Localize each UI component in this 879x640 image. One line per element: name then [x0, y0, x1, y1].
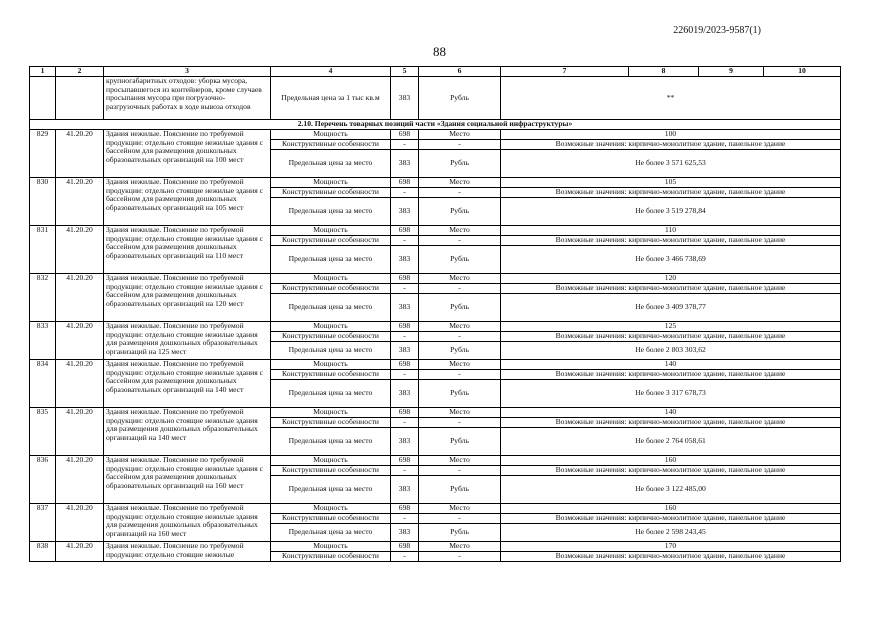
capacity-value: 140: [501, 408, 841, 418]
okei-code: 383: [391, 246, 419, 274]
item-name: Здания нежилые. Пояснение по требуемой продукции: отдельно стоящие нежилые здания для размещения дошкольных образовательных организаций на 140 мест: [104, 408, 271, 456]
characteristic: Конструктивные особенности: [271, 514, 391, 524]
row-number: 838: [30, 542, 56, 562]
unit: Рубль: [419, 342, 501, 360]
characteristic: Конструктивные особенности: [271, 140, 391, 150]
column-header: 6: [419, 67, 501, 77]
item-name: крупногабаритных отходов: уборка мусора, просыпавшегося из контейнеров, кроме случаев просыпания мусора при погрузочно-разгрузочных работах в ходе вывоза отходов: [104, 77, 271, 120]
column-header: 4: [271, 67, 391, 77]
column-header: 10: [764, 67, 841, 77]
capacity-value: 100: [501, 130, 841, 140]
item-name: Здания нежилые. Пояснение по требуемой продукции: отдельно стоящие нежилые здания для размещения дошкольных образовательных организаций на 125 мест: [104, 322, 271, 360]
characteristic: Предельная цена за место: [271, 294, 391, 322]
okei-code: -: [391, 284, 419, 294]
unit: -: [419, 466, 501, 476]
unit: -: [419, 188, 501, 198]
unit: Рубль: [419, 198, 501, 226]
item-name: Здания нежилые. Пояснение по требуемой продукции: отдельно стоящие нежилые здания с бассейном для размещения дошкольных образовательных организаций на 110 мест: [104, 226, 271, 274]
characteristic: Предельная цена за место: [271, 524, 391, 542]
characteristic: Мощность: [271, 408, 391, 418]
row-number: 835: [30, 408, 56, 456]
okei-code: 698: [391, 178, 419, 188]
unit: Место: [419, 360, 501, 370]
unit: Рубль: [419, 428, 501, 456]
okei-code: -: [391, 332, 419, 342]
okei-code: -: [391, 514, 419, 524]
characteristic: Предельная цена за место: [271, 342, 391, 360]
okei-code: 698: [391, 360, 419, 370]
row-number: 832: [30, 274, 56, 322]
capacity-value: 170: [501, 542, 841, 552]
okei-code: 383: [391, 428, 419, 456]
okei-code: -: [391, 418, 419, 428]
characteristic: Конструктивные особенности: [271, 466, 391, 476]
table-row: [30, 178, 841, 188]
unit: -: [419, 332, 501, 342]
okei-code: 698: [391, 504, 419, 514]
column-header: 5: [391, 67, 419, 77]
price-value: Не более 3 571 625,53: [501, 150, 841, 178]
characteristic: Конструктивные особенности: [271, 332, 391, 342]
characteristic: Предельная цена за 1 тыс кв.м: [271, 77, 391, 120]
document-number: 226019/2023-9587(1): [673, 25, 761, 36]
table-row: [30, 408, 841, 418]
unit: -: [419, 418, 501, 428]
unit: -: [419, 370, 501, 380]
row-number: 829: [30, 130, 56, 178]
okpd-code: 41.20.20: [56, 322, 104, 360]
okei-code: -: [391, 466, 419, 476]
okei-code: 698: [391, 456, 419, 466]
unit: -: [419, 284, 501, 294]
unit: Рубль: [419, 294, 501, 322]
okei-code: 698: [391, 408, 419, 418]
okpd-code: 41.20.20: [56, 274, 104, 322]
unit: Место: [419, 178, 501, 188]
unit: Рубль: [419, 524, 501, 542]
unit: -: [419, 514, 501, 524]
okei-code: 383: [391, 524, 419, 542]
okei-code: 383: [391, 77, 419, 120]
unit: Место: [419, 322, 501, 332]
okei-code: -: [391, 188, 419, 198]
item-name: Здания нежилые. Пояснение по требуемой продукции: отдельно стоящие нежилые здания с бассейном для размещения дошкольных образовательных организаций на 120 мест: [104, 274, 271, 322]
column-header: 8: [629, 67, 699, 77]
okpd-code: 41.20.20: [56, 408, 104, 456]
construct-value: Возможные значения: кирпично-монолитное здание, панельное здание: [501, 140, 841, 150]
price-value: Не более 2 764 058,61: [501, 428, 841, 456]
characteristic: Мощность: [271, 322, 391, 332]
characteristic: Конструктивные особенности: [271, 370, 391, 380]
okei-code: 698: [391, 226, 419, 236]
table-row: [30, 226, 841, 236]
unit: -: [419, 236, 501, 246]
okei-code: 383: [391, 380, 419, 408]
column-header: 7: [501, 67, 629, 77]
okpd-code: 41.20.20: [56, 226, 104, 274]
table-row: [30, 130, 841, 140]
okei-code: 383: [391, 342, 419, 360]
construct-value: Возможные значения: кирпично-монолитное здание, панельное здание: [501, 332, 841, 342]
capacity-value: 110: [501, 226, 841, 236]
unit: Место: [419, 504, 501, 514]
unit: Место: [419, 456, 501, 466]
characteristic: Мощность: [271, 178, 391, 188]
price-value: Не более 2 598 243,45: [501, 524, 841, 542]
unit: Место: [419, 226, 501, 236]
unit: Место: [419, 408, 501, 418]
price-value: Не более 3 466 738,69: [501, 246, 841, 274]
characteristic: Конструктивные особенности: [271, 236, 391, 246]
section-title-row: [30, 120, 841, 130]
okei-code: -: [391, 236, 419, 246]
characteristic: Конструктивные особенности: [271, 188, 391, 198]
okpd-code: 41.20.20: [56, 178, 104, 226]
characteristic: Предельная цена за место: [271, 198, 391, 226]
okpd-code: 41.20.20: [56, 130, 104, 178]
price-value: Не более 3 519 278,84: [501, 198, 841, 226]
table-row: [30, 542, 841, 552]
price-value: Не более 3 409 378,77: [501, 294, 841, 322]
characteristic: Предельная цена за место: [271, 428, 391, 456]
characteristic: Мощность: [271, 226, 391, 236]
characteristic: Мощность: [271, 274, 391, 284]
unit: Рубль: [419, 77, 501, 120]
table-row: [30, 322, 841, 332]
construct-value: Возможные значения: кирпично-монолитное здание, панельное здание: [501, 284, 841, 294]
row-number: 837: [30, 504, 56, 542]
construct-value: Возможные значения: кирпично-монолитное здание, панельное здание: [501, 418, 841, 428]
characteristic: Конструктивные особенности: [271, 284, 391, 294]
characteristic: Конструктивные особенности: [271, 418, 391, 428]
price-value: Не более 3 122 485,00: [501, 476, 841, 504]
construct-value: Возможные значения: кирпично-монолитное здание, панельное здание: [501, 188, 841, 198]
okpd-code: 41.20.20: [56, 542, 104, 562]
okpd-code: 41.20.20: [56, 360, 104, 408]
capacity-value: 160: [501, 504, 841, 514]
row-number: 833: [30, 322, 56, 360]
characteristic-value: **: [501, 77, 841, 120]
row-number: 830: [30, 178, 56, 226]
price-value: Не более 3 317 678,73: [501, 380, 841, 408]
column-header-row: [30, 67, 841, 77]
characteristic: Мощность: [271, 360, 391, 370]
okei-code: 383: [391, 198, 419, 226]
construct-value: Возможные значения: кирпично-монолитное здание, панельное здание: [501, 466, 841, 476]
table-row: [30, 504, 841, 514]
okei-code: 698: [391, 322, 419, 332]
table-row: [30, 456, 841, 466]
row-number: 836: [30, 456, 56, 504]
unit: Место: [419, 130, 501, 140]
item-name: Здания нежилые. Пояснение по требуемой продукции: отдельно стоящие нежилые: [104, 542, 271, 562]
capacity-value: 125: [501, 322, 841, 332]
unit: Рубль: [419, 380, 501, 408]
construct-value: Возможные значения: кирпично-монолитное здание, панельное здание: [501, 514, 841, 524]
unit: Место: [419, 542, 501, 552]
construct-value: Возможные значения: кирпично-монолитное здание, панельное здание: [501, 236, 841, 246]
column-header: 9: [699, 67, 764, 77]
unit: -: [419, 552, 501, 562]
characteristic: Мощность: [271, 504, 391, 514]
column-header: 3: [104, 67, 271, 77]
okei-code: 383: [391, 150, 419, 178]
column-header: 1: [30, 67, 56, 77]
item-name: Здания нежилые. Пояснение по требуемой продукции: отдельно стоящие нежилые здания для размещения дошкольных образовательных организаций на 160 мест: [104, 504, 271, 542]
characteristic: Конструктивные особенности: [271, 552, 391, 562]
unit: Рубль: [419, 246, 501, 274]
okpd-code: 41.20.20: [56, 456, 104, 504]
table-row: [30, 274, 841, 284]
okei-code: -: [391, 140, 419, 150]
item-name: Здания нежилые. Пояснение по требуемой продукции: отдельно стоящие нежилые здания с бассейном для размещения дошкольных образовательных организаций на 140 мест: [104, 360, 271, 408]
item-name: Здания нежилые. Пояснение по требуемой продукции: отдельно стоящие нежилые здания с бассейном для размещения дошкольных образовательных организаций на 100 мест: [104, 130, 271, 178]
okei-code: 383: [391, 294, 419, 322]
item-name: Здания нежилые. Пояснение по требуемой продукции: отдельно стоящие нежилые здания с бассейном для размещения дошкольных образовательных организаций на 160 мест: [104, 456, 271, 504]
okei-code: 383: [391, 476, 419, 504]
okei-code: -: [391, 370, 419, 380]
row-number: 834: [30, 360, 56, 408]
okei-code: 698: [391, 542, 419, 552]
characteristic: Мощность: [271, 456, 391, 466]
page-number: 88: [433, 44, 446, 59]
characteristic: Мощность: [271, 130, 391, 140]
column-header: 2: [56, 67, 104, 77]
capacity-value: 120: [501, 274, 841, 284]
capacity-value: 105: [501, 178, 841, 188]
okei-code: -: [391, 552, 419, 562]
characteristic: Предельная цена за место: [271, 246, 391, 274]
continuation-row: [30, 77, 841, 120]
row-number: 831: [30, 226, 56, 274]
characteristic: Предельная цена за место: [271, 380, 391, 408]
unit: Рубль: [419, 476, 501, 504]
item-name: Здания нежилые. Пояснение по требуемой продукции: отдельно стоящие нежилые здания с бассейном для размещения дошкольных образовательных организаций на 105 мест: [104, 178, 271, 226]
okei-code: 698: [391, 130, 419, 140]
okei-code: 698: [391, 274, 419, 284]
capacity-value: 140: [501, 360, 841, 370]
unit: -: [419, 140, 501, 150]
characteristic: Мощность: [271, 542, 391, 552]
unit: Рубль: [419, 150, 501, 178]
table-row: [30, 360, 841, 370]
construct-value: Возможные значения: кирпично-монолитное здание, панельное здание: [501, 552, 841, 562]
unit: Место: [419, 274, 501, 284]
construct-value: Возможные значения: кирпично-монолитное здание, панельное здание: [501, 370, 841, 380]
capacity-value: 160: [501, 456, 841, 466]
characteristic: Предельная цена за место: [271, 150, 391, 178]
okpd-code: 41.20.20: [56, 504, 104, 542]
goods-table: [29, 66, 841, 562]
price-value: Не более 2 803 303,62: [501, 342, 841, 360]
characteristic: Предельная цена за место: [271, 476, 391, 504]
section-title: 2.10. Перечень товарных позиций части «Здания социальной инфраструктуры»: [30, 120, 841, 130]
